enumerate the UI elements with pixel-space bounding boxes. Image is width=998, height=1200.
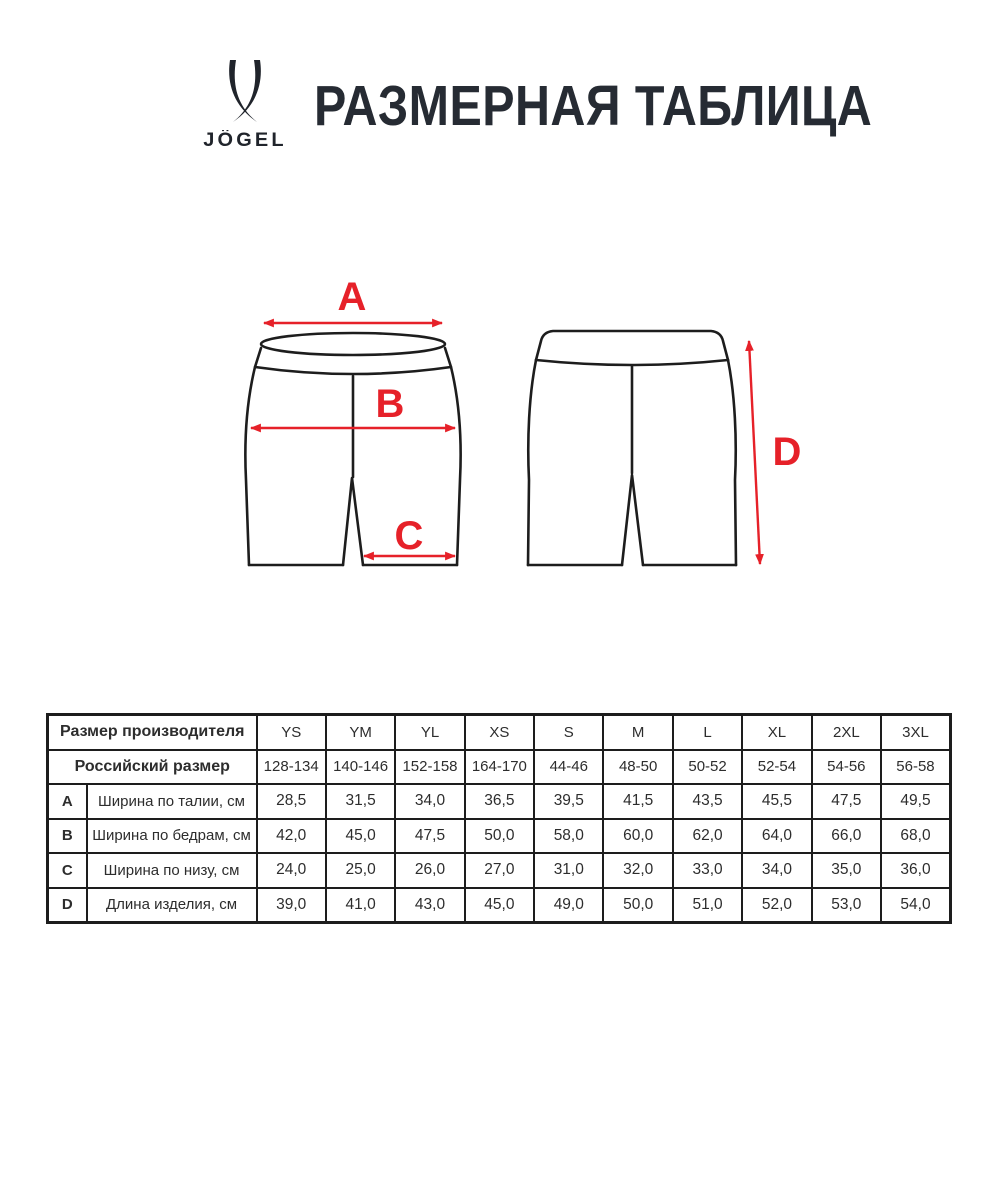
value-cell: 41,5: [603, 784, 672, 819]
shorts-back-view: [528, 331, 736, 565]
measure-letter-cell: D: [48, 888, 87, 923]
value-cell: 32,0: [603, 853, 672, 888]
russian-size-cell: 44-46: [534, 750, 603, 785]
value-cell: 33,0: [673, 853, 742, 888]
table-row-measure-a: [48, 784, 951, 819]
measure-arrows: [251, 323, 760, 564]
size-cell: L: [673, 715, 742, 750]
measure-name-cell: Ширина по талии, см: [87, 784, 257, 819]
value-cell: 26,0: [395, 853, 464, 888]
arrow-length: [749, 341, 760, 564]
size-cell: M: [603, 715, 672, 750]
measure-label-b: B: [375, 382, 405, 426]
russian-size-cell: 50-52: [673, 750, 742, 785]
value-cell: 25,0: [326, 853, 395, 888]
value-cell: 43,0: [395, 888, 464, 923]
measure-letter-cell: C: [48, 853, 87, 888]
shorts-measurement-diagram: [220, 255, 830, 595]
value-cell: 60,0: [603, 819, 672, 854]
table-row-russian-sizes: [48, 750, 951, 785]
size-cell: 2XL: [812, 715, 881, 750]
page-title: РАЗМЕРНАЯ ТАБЛИЦА: [314, 74, 873, 138]
russian-size-cell: 164-170: [465, 750, 534, 785]
size-cell: XS: [465, 715, 534, 750]
value-cell: 66,0: [812, 819, 881, 854]
value-cell: 50,0: [603, 888, 672, 923]
value-cell: 49,5: [881, 784, 950, 819]
table-row-measure-c: [48, 853, 951, 888]
value-cell: 42,0: [257, 819, 326, 854]
value-cell: 45,5: [742, 784, 811, 819]
value-cell: 36,5: [465, 784, 534, 819]
size-cell: S: [534, 715, 603, 750]
value-cell: 54,0: [881, 888, 950, 923]
brand-wordmark: JÖGEL: [203, 130, 287, 151]
russian-size-cell: 54-56: [812, 750, 881, 785]
measure-name-cell: Ширина по низу, см: [87, 853, 257, 888]
table-row-measure-d: [48, 888, 951, 923]
measure-letter-cell: B: [48, 819, 87, 854]
value-cell: 34,0: [742, 853, 811, 888]
measure-label-a: A: [337, 275, 367, 319]
value-cell: 51,0: [673, 888, 742, 923]
value-cell: 53,0: [812, 888, 881, 923]
russian-size-cell: 152-158: [395, 750, 464, 785]
size-cell: YS: [257, 715, 326, 750]
value-cell: 62,0: [673, 819, 742, 854]
measure-label-c: C: [394, 514, 424, 558]
size-cell: YL: [395, 715, 464, 750]
value-cell: 47,5: [812, 784, 881, 819]
size-cell: YM: [326, 715, 395, 750]
shorts-front-view: [245, 333, 460, 565]
measure-label-d: D: [772, 430, 802, 474]
table-row-measure-b: [48, 819, 951, 854]
measure-letter-cell: A: [48, 784, 87, 819]
value-cell: 35,0: [812, 853, 881, 888]
value-cell: 39,5: [534, 784, 603, 819]
value-cell: 45,0: [326, 819, 395, 854]
value-cell: 68,0: [881, 819, 950, 854]
value-cell: 41,0: [326, 888, 395, 923]
value-cell: 47,5: [395, 819, 464, 854]
value-cell: 34,0: [395, 784, 464, 819]
size-cell: XL: [742, 715, 811, 750]
measure-name-cell: Длина изделия, см: [87, 888, 257, 923]
brand-logo: [195, 60, 295, 150]
russian-size-cell: 56-58: [881, 750, 950, 785]
value-cell: 52,0: [742, 888, 811, 923]
value-cell: 50,0: [465, 819, 534, 854]
russian-size-cell: 48-50: [603, 750, 672, 785]
size-table: [46, 713, 952, 924]
value-cell: 49,0: [534, 888, 603, 923]
value-cell: 43,5: [673, 784, 742, 819]
value-cell: 27,0: [465, 853, 534, 888]
value-cell: 45,0: [465, 888, 534, 923]
value-cell: 39,0: [257, 888, 326, 923]
russian-size-cell: 140-146: [326, 750, 395, 785]
table-row-manufacturer-sizes: [48, 715, 951, 750]
value-cell: 31,5: [326, 784, 395, 819]
value-cell: 24,0: [257, 853, 326, 888]
value-cell: 64,0: [742, 819, 811, 854]
size-cell: 3XL: [881, 715, 950, 750]
value-cell: 28,5: [257, 784, 326, 819]
russian-size-cell: 128-134: [257, 750, 326, 785]
jogel-logo-icon: [223, 60, 267, 124]
russian-size-cell: 52-54: [742, 750, 811, 785]
value-cell: 36,0: [881, 853, 950, 888]
size-table-container: [46, 713, 952, 924]
value-cell: 31,0: [534, 853, 603, 888]
russian-size-header: Российский размер: [48, 750, 257, 785]
manufacturer-size-header: Размер производителя: [48, 715, 257, 750]
value-cell: 58,0: [534, 819, 603, 854]
measure-name-cell: Ширина по бедрам, см: [87, 819, 257, 854]
